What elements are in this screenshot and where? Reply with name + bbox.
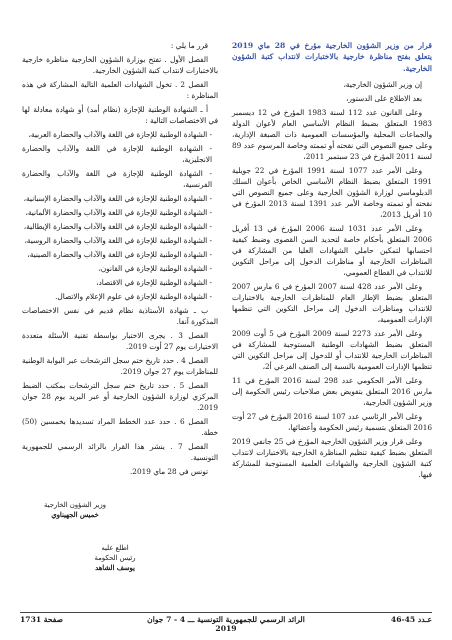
preamble-decree-2006: وعلى الأمر عدد 1031 لسنة 2006 المؤرخ في 13 أفريل 2006 المتعلق بأحكام خاصة لتحديد السن القصوى وضبط كيفية احتسابها لتمكين حاملي الشهادات العليا من المشاركة في المناظرات الخارجية أو مناظرات الدخول إلى مراحل التكوين للانتداب في القطاع العمومي، xyxy=(232,224,432,278)
preamble-decree-2007: وعلى الأمر عدد 428 لسنة 2007 المؤرخ في 6 مارس 2007 المتعلق بضبط الإطار العام للمناظرات الخارجية بالاختبارات للانتداب ومناظرات الدخول إلى مراحل التكوين التي تنظمها الإدارات العمومية، xyxy=(232,282,432,325)
list-item: - الشهادة الوطنية للإجازة في اللغة والآداب والحضارة الروسية، xyxy=(24,236,212,245)
preamble-decree-2016-298: وعلى الأمر الحكومي عدد 298 لسنة 2016 المؤرخ في 11 مارس 2016 المتعلق بتفويض بعض صلاحيات رئيس الحكومة إلى وزير الشؤون الخارجية، xyxy=(232,376,432,408)
preamble-decree-2016-107: وعلى الأمر الرئاسي عدد 107 لسنة 2016 المؤرخ في 27 أوت 2016 المتعلق بتسمية رئيس الحكومة وأعضائها، xyxy=(232,412,432,433)
list-item: - الشهادة الوطنية للإجازة في اللغة والآداب والحضارة العربية، xyxy=(28,130,212,139)
signature-pm-seen: اطلع عليه xyxy=(101,544,129,552)
date-line: تونس في 28 ماي 2019. xyxy=(129,467,208,476)
decides-intro: قرر ما يلي : xyxy=(170,41,208,50)
signature-pm xyxy=(70,543,160,573)
signature-pm-title: رئيس الحكومة xyxy=(94,554,136,562)
preamble-minister: إن وزير الشؤون الخارجية، xyxy=(343,80,422,90)
right-column xyxy=(232,40,432,483)
page-footer xyxy=(20,612,432,633)
list-item: - الشهادة الوطنية للإجازة في اللغة والآداب والحضارة الصينية، xyxy=(27,250,212,259)
signature-minister-name: خميس الجهيناوي xyxy=(51,511,99,519)
section-b: ب ـ شهادة الأستاذية نظام قديم في نفس الاختصاصات المذكورة آنفا. xyxy=(22,306,218,326)
list-item: - الشهادة الوطنية للإجازة في اللغة والآداب والحضارة الانجليزية، xyxy=(22,144,212,164)
article-2: الفصل 2 . تخول الشهادات العلمية التالية المشاركة في هذه المناظرة : xyxy=(22,80,218,100)
preamble-order-2019: وعلى قرار وزير الشؤون الخارجية المؤرخ في 25 جانفي 2019 المتعلق بضبط كيفية تنظيم المناظرة الخارجية بالاختبارات لانتداب كتبة الشؤون الخارجية والشهادات العلمية المستوجبة للمشاركة فيها. xyxy=(232,437,432,480)
preamble-decree-2009: وعلى الأمر عدد 2273 لسنة 2009 المؤرخ في 5 أوت 2009 المتعلق بضبط الشهادات الوطنية المستوجبة للمشاركة في المناظرات الخارجية للانتداب أو للدخول إلى مراحل التكوين التي تنظمها الإدارات العمومية بالنسبة إلى الصنف الفرعي أ2، xyxy=(232,329,432,372)
preamble-law-1983: وعلى القانون عدد 112 لسنة 1983 المؤرخ في 12 ديسمبر 1983 المتعلق بضبط النظام الأساسي العام لأعوان الدولة والجماعات المحلية والمؤسسات العمومية ذات الصبغة الإدارية، وعلى جميع النصوص التي نقحته أو تممته وخاصة المرسوم عدد 89 لسنة 2011 المؤرخ في 23 سبتمبر 2011، xyxy=(232,108,432,162)
article-4: الفصل 4 . حدد تاريخ ختم سجل الترشحات عبر البوابة الوطنية للمناظرات يوم 27 جوان 2019. xyxy=(22,356,218,376)
list-item: - الشهادة الوطنية للإجازة في علوم الإعلام والاتصال. xyxy=(55,292,212,301)
list-item: - الشهادة الوطنية للإجازة في اللغة والآداب والحضارة الإيطالية، xyxy=(23,222,212,231)
journal-title: الرائد الرسمي للجمهورية التونسية ـــ 4 - 7 جوان 2019 xyxy=(147,615,305,633)
issue-number: عـدد 45-46 xyxy=(390,615,432,624)
article-7: الفصل 7 . ينشر هذا القرار بالرائد الرسمي للجمهورية التونسية. xyxy=(22,442,218,462)
article-1: الفصل الأول . تفتح بوزارة الشؤون الخارجية مناظرة خارجية بالاختبارات لانتداب كتبة الشؤون الخارجية. xyxy=(22,55,218,75)
signature-pm-name: يوسف الشاهد xyxy=(95,564,135,572)
list-item: - الشهادة الوطنية للإجازة في اللغة والآداب والحضارة الألمانية، xyxy=(25,208,212,217)
preamble-constitution: بعد الاطلاع على الدستور، xyxy=(346,94,422,104)
list-item: - الشهادة الوطنية للإجازة في اللغة والآداب والحضارة الإسبانية، xyxy=(23,194,212,203)
list-item: - الشهادة الوطنية للإجازة في الاقتصاد، xyxy=(96,278,212,287)
left-column xyxy=(22,40,218,480)
section-a: أ ـ الشهادة الوطنية للإجازة (نظام أمد) أو شهادة معادلة لها في الاختصاصات التالية : xyxy=(22,105,218,125)
decree-heading: قرار من وزير الشؤون الخارجية مؤرخ في 28 ماي 2019 يتعلق بفتح مناظرة خارجية بالاختبارات لانتداب كتبة الشؤون الخارجية. xyxy=(232,41,432,73)
preamble-decree-1991: وعلى الأمر عدد 1077 لسنة 1991 المؤرخ في 22 جويلية 1991 المتعلق بضبط النظام الأساسي الخاص بأعوان السلك الدبلوماسي لوزارة الشؤون الخارجية وعلى جميع النصوص التي نقحته أو تممته وخاصة الأمر عدد 1391 لسنة 2013 المؤرخ في 10 أفريل 2013، xyxy=(232,166,432,220)
article-5: الفصل 5 . حدد تاريخ ختم سجل الترشحات بمكتب الضبط المركزي لوزارة الشؤون الخارجية أو عبر البريد يوم 28 جوان 2019. xyxy=(22,381,218,412)
article-3: الفصل 3 . يجرى الاختبار بواسطة تقنية الأسئلة متعددة الاختيارات يوم 27 أوت 2019. xyxy=(22,331,218,351)
signature-minister-title: وزير الشؤون الخارجية xyxy=(44,501,106,509)
list-item: - الشهادة الوطنية للإجازة في اللغة والآداب والحضارة الفرنسية، xyxy=(22,169,212,189)
article-6: الفصل 6 . حدد عدد الخطط المراد تسديدها بخمسين (50) خطة. xyxy=(22,417,218,437)
page-number: صفحة 1731 xyxy=(20,615,64,624)
list-item: - الشهادة الوطنية للإجازة في القانون، xyxy=(98,264,212,273)
signature-minister xyxy=(30,500,120,520)
